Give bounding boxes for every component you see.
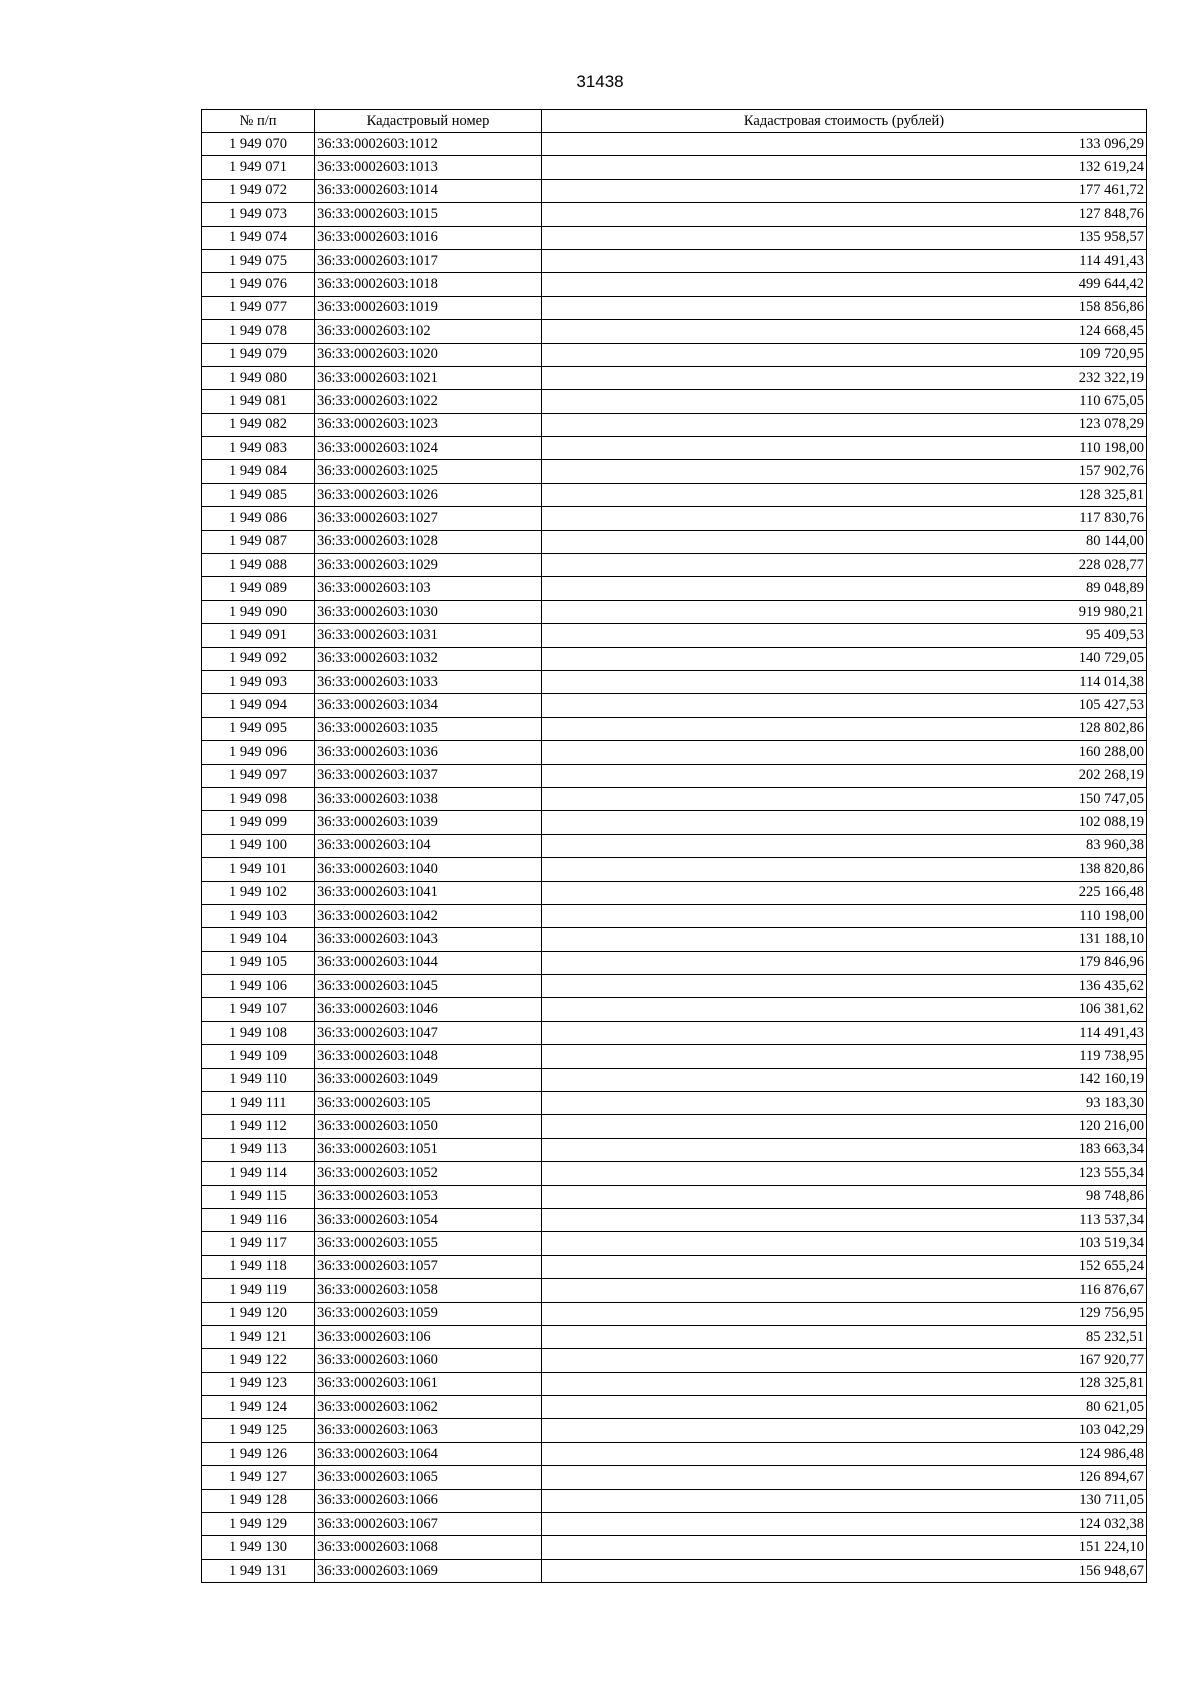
cadastral-number-cell: 36:33:0002603:1012: [315, 133, 542, 156]
row-number-cell: 1 949 107: [202, 998, 315, 1021]
cadastral-number-cell: 36:33:0002603:1054: [315, 1208, 542, 1231]
cadastral-value-cell: 117 830,76: [542, 507, 1147, 530]
row-number-cell: 1 949 087: [202, 530, 315, 553]
row-number-cell: 1 949 096: [202, 741, 315, 764]
cadastral-number-cell: 36:33:0002603:103: [315, 577, 542, 600]
row-number-cell: 1 949 095: [202, 717, 315, 740]
row-number-cell: 1 949 115: [202, 1185, 315, 1208]
cadastral-number-cell: 36:33:0002603:1065: [315, 1466, 542, 1489]
row-number-cell: 1 949 121: [202, 1325, 315, 1348]
row-number-cell: 1 949 117: [202, 1232, 315, 1255]
cadastral-number-cell: 36:33:0002603:106: [315, 1325, 542, 1348]
cadastral-value-cell: 89 048,89: [542, 577, 1147, 600]
header-cadastral-number: Кадастровый номер: [315, 110, 542, 133]
row-number-cell: 1 949 084: [202, 460, 315, 483]
cadastral-number-cell: 36:33:0002603:1048: [315, 1045, 542, 1068]
cadastral-number-cell: 36:33:0002603:1014: [315, 179, 542, 202]
table-row: [202, 343, 1147, 366]
row-number-cell: 1 949 113: [202, 1138, 315, 1161]
table-body: [202, 133, 1147, 1583]
row-number-cell: 1 949 130: [202, 1536, 315, 1559]
cadastral-number-cell: 36:33:0002603:1013: [315, 156, 542, 179]
table-row: [202, 951, 1147, 974]
row-number-cell: 1 949 081: [202, 390, 315, 413]
cadastral-number-cell: 36:33:0002603:1027: [315, 507, 542, 530]
cadastral-value-cell: 123 078,29: [542, 413, 1147, 436]
row-number-cell: 1 949 105: [202, 951, 315, 974]
table-row: [202, 1092, 1147, 1115]
row-number-cell: 1 949 100: [202, 834, 315, 857]
cadastral-value-cell: 114 491,43: [542, 249, 1147, 272]
cadastral-value-cell: 123 555,34: [542, 1162, 1147, 1185]
cadastral-number-cell: 36:33:0002603:1030: [315, 600, 542, 623]
cadastral-value-cell: 83 960,38: [542, 834, 1147, 857]
cadastral-value-cell: 80 144,00: [542, 530, 1147, 553]
cadastral-value-cell: 127 848,76: [542, 203, 1147, 226]
row-number-cell: 1 949 112: [202, 1115, 315, 1138]
cadastral-number-cell: 36:33:0002603:1051: [315, 1138, 542, 1161]
cadastral-number-cell: 36:33:0002603:1052: [315, 1162, 542, 1185]
row-number-cell: 1 949 116: [202, 1208, 315, 1231]
table-row: [202, 998, 1147, 1021]
table-row: [202, 156, 1147, 179]
cadastral-number-cell: 36:33:0002603:1046: [315, 998, 542, 1021]
cadastral-value-cell: 177 461,72: [542, 179, 1147, 202]
row-number-cell: 1 949 114: [202, 1162, 315, 1185]
table-row: [202, 741, 1147, 764]
row-number-cell: 1 949 126: [202, 1442, 315, 1465]
cadastral-number-cell: 36:33:0002603:1057: [315, 1255, 542, 1278]
row-number-cell: 1 949 074: [202, 226, 315, 249]
cadastral-number-cell: 36:33:0002603:1033: [315, 670, 542, 693]
cadastral-number-cell: 36:33:0002603:1042: [315, 904, 542, 927]
cadastral-value-cell: 128 325,81: [542, 483, 1147, 506]
cadastral-value-cell: 150 747,05: [542, 787, 1147, 810]
row-number-cell: 1 949 123: [202, 1372, 315, 1395]
cadastral-value-cell: 119 738,95: [542, 1045, 1147, 1068]
table-row: [202, 530, 1147, 553]
page-number: 31438: [576, 72, 624, 91]
row-number-cell: 1 949 080: [202, 366, 315, 389]
cadastral-value-cell: 85 232,51: [542, 1325, 1147, 1348]
cadastral-value-cell: 140 729,05: [542, 647, 1147, 670]
cadastral-number-cell: 36:33:0002603:1039: [315, 811, 542, 834]
cadastral-value-cell: 228 028,77: [542, 554, 1147, 577]
cadastral-value-cell: 225 166,48: [542, 881, 1147, 904]
cadastral-number-cell: 36:33:0002603:1068: [315, 1536, 542, 1559]
cadastral-number-cell: 36:33:0002603:1049: [315, 1068, 542, 1091]
table-row: [202, 554, 1147, 577]
table-row: [202, 1232, 1147, 1255]
cadastral-value-cell: 103 042,29: [542, 1419, 1147, 1442]
row-number-cell: 1 949 108: [202, 1021, 315, 1044]
table-row: [202, 577, 1147, 600]
table-row: [202, 507, 1147, 530]
table-row: [202, 1349, 1147, 1372]
table-row: [202, 273, 1147, 296]
row-number-cell: 1 949 090: [202, 600, 315, 623]
cadastral-number-cell: 36:33:0002603:1022: [315, 390, 542, 413]
cadastral-value-cell: 152 655,24: [542, 1255, 1147, 1278]
cadastral-number-cell: 36:33:0002603:1032: [315, 647, 542, 670]
cadastral-value-cell: 167 920,77: [542, 1349, 1147, 1372]
row-number-cell: 1 949 070: [202, 133, 315, 156]
cadastral-number-cell: 36:33:0002603:1055: [315, 1232, 542, 1255]
row-number-cell: 1 949 089: [202, 577, 315, 600]
cadastral-value-cell: 132 619,24: [542, 156, 1147, 179]
row-number-cell: 1 949 118: [202, 1255, 315, 1278]
cadastral-value-cell: 124 986,48: [542, 1442, 1147, 1465]
table-row: [202, 975, 1147, 998]
table-row: [202, 296, 1147, 319]
cadastral-value-cell: 129 756,95: [542, 1302, 1147, 1325]
cadastral-value-cell: 126 894,67: [542, 1466, 1147, 1489]
table-row: [202, 179, 1147, 202]
table-row: [202, 437, 1147, 460]
table-row: [202, 1045, 1147, 1068]
row-number-cell: 1 949 086: [202, 507, 315, 530]
table-header: [202, 110, 1147, 133]
cadastral-value-cell: 124 668,45: [542, 320, 1147, 343]
cadastral-value-cell: 202 268,19: [542, 764, 1147, 787]
table-row: [202, 483, 1147, 506]
table-row: [202, 249, 1147, 272]
cadastral-number-cell: 36:33:0002603:1015: [315, 203, 542, 226]
row-number-cell: 1 949 078: [202, 320, 315, 343]
cadastral-number-cell: 36:33:0002603:1061: [315, 1372, 542, 1395]
row-number-cell: 1 949 103: [202, 904, 315, 927]
cadastral-value-cell: 114 491,43: [542, 1021, 1147, 1044]
row-number-cell: 1 949 104: [202, 928, 315, 951]
table-row: [202, 1442, 1147, 1465]
table-row: [202, 787, 1147, 810]
cadastral-number-cell: 36:33:0002603:1045: [315, 975, 542, 998]
cadastral-number-cell: 36:33:0002603:1031: [315, 624, 542, 647]
cadastral-value-cell: 114 014,38: [542, 670, 1147, 693]
cadastral-value-cell: 151 224,10: [542, 1536, 1147, 1559]
table-row: [202, 203, 1147, 226]
cadastral-value-cell: 160 288,00: [542, 741, 1147, 764]
row-number-cell: 1 949 131: [202, 1559, 315, 1582]
table-row: [202, 624, 1147, 647]
row-number-cell: 1 949 122: [202, 1349, 315, 1372]
cadastral-value-cell: 116 876,67: [542, 1279, 1147, 1302]
cadastral-number-cell: 36:33:0002603:1041: [315, 881, 542, 904]
cadastral-value-cell: 136 435,62: [542, 975, 1147, 998]
row-number-cell: 1 949 120: [202, 1302, 315, 1325]
cadastral-value-cell: 142 160,19: [542, 1068, 1147, 1091]
row-number-cell: 1 949 111: [202, 1092, 315, 1115]
table-row: [202, 1489, 1147, 1512]
cadastral-value-cell: 95 409,53: [542, 624, 1147, 647]
cadastral-value-cell: 98 748,86: [542, 1185, 1147, 1208]
table-row: [202, 811, 1147, 834]
cadastral-number-cell: 36:33:0002603:1017: [315, 249, 542, 272]
cadastral-number-cell: 36:33:0002603:1058: [315, 1279, 542, 1302]
cadastral-value-cell: 232 322,19: [542, 366, 1147, 389]
table-row: [202, 694, 1147, 717]
table-row: [202, 1419, 1147, 1442]
cadastral-number-cell: 36:33:0002603:105: [315, 1092, 542, 1115]
header-row-number: № п/п: [202, 110, 315, 133]
cadastral-value-cell: 130 711,05: [542, 1489, 1147, 1512]
row-number-cell: 1 949 098: [202, 787, 315, 810]
cadastral-number-cell: 36:33:0002603:1028: [315, 530, 542, 553]
cadastral-number-cell: 36:33:0002603:1037: [315, 764, 542, 787]
row-number-cell: 1 949 094: [202, 694, 315, 717]
cadastral-value-cell: 919 980,21: [542, 600, 1147, 623]
table-row: [202, 1208, 1147, 1231]
cadastral-value-cell: 133 096,29: [542, 133, 1147, 156]
table-row: [202, 764, 1147, 787]
row-number-cell: 1 949 085: [202, 483, 315, 506]
row-number-cell: 1 949 127: [202, 1466, 315, 1489]
row-number-cell: 1 949 072: [202, 179, 315, 202]
table-row: [202, 1138, 1147, 1161]
cadastral-value-cell: 183 663,34: [542, 1138, 1147, 1161]
row-number-cell: 1 949 119: [202, 1279, 315, 1302]
cadastral-number-cell: 36:33:0002603:1069: [315, 1559, 542, 1582]
cadastral-number-cell: 36:33:0002603:104: [315, 834, 542, 857]
table-row: [202, 1396, 1147, 1419]
cadastral-number-cell: 36:33:0002603:1020: [315, 343, 542, 366]
cadastral-number-cell: 36:33:0002603:1034: [315, 694, 542, 717]
cadastral-value-cell: 138 820,86: [542, 858, 1147, 881]
cadastral-number-cell: 36:33:0002603:1043: [315, 928, 542, 951]
cadastral-number-cell: 36:33:0002603:1067: [315, 1513, 542, 1536]
table-row: [202, 1279, 1147, 1302]
table-row: [202, 366, 1147, 389]
cadastral-number-cell: 36:33:0002603:1044: [315, 951, 542, 974]
cadastral-value-table: [201, 109, 1147, 1583]
cadastral-value-cell: 109 720,95: [542, 343, 1147, 366]
header-cadastral-value: Кадастровая стоимость (рублей): [542, 110, 1147, 133]
cadastral-value-cell: 156 948,67: [542, 1559, 1147, 1582]
table-row: [202, 881, 1147, 904]
row-number-cell: 1 949 097: [202, 764, 315, 787]
row-number-cell: 1 949 075: [202, 249, 315, 272]
cadastral-value-cell: 106 381,62: [542, 998, 1147, 1021]
cadastral-number-cell: 36:33:0002603:1060: [315, 1349, 542, 1372]
table-row: [202, 413, 1147, 436]
row-number-cell: 1 949 093: [202, 670, 315, 693]
table-row: [202, 1115, 1147, 1138]
cadastral-number-cell: 36:33:0002603:1040: [315, 858, 542, 881]
cadastral-number-cell: 36:33:0002603:1016: [315, 226, 542, 249]
cadastral-number-cell: 36:33:0002603:1025: [315, 460, 542, 483]
row-number-cell: 1 949 110: [202, 1068, 315, 1091]
table-row: [202, 834, 1147, 857]
cadastral-value-cell: 179 846,96: [542, 951, 1147, 974]
table-row: [202, 226, 1147, 249]
row-number-cell: 1 949 071: [202, 156, 315, 179]
cadastral-value-cell: 103 519,34: [542, 1232, 1147, 1255]
table-row: [202, 647, 1147, 670]
table-row: [202, 1162, 1147, 1185]
row-number-cell: 1 949 101: [202, 858, 315, 881]
cadastral-value-cell: 158 856,86: [542, 296, 1147, 319]
cadastral-value-cell: 80 621,05: [542, 1396, 1147, 1419]
cadastral-value-cell: 110 675,05: [542, 390, 1147, 413]
table-row: [202, 133, 1147, 156]
table-row: [202, 460, 1147, 483]
table-row: [202, 390, 1147, 413]
cadastral-value-cell: 124 032,38: [542, 1513, 1147, 1536]
row-number-cell: 1 949 099: [202, 811, 315, 834]
row-number-cell: 1 949 073: [202, 203, 315, 226]
table-row: [202, 1185, 1147, 1208]
cadastral-number-cell: 36:33:0002603:1066: [315, 1489, 542, 1512]
cadastral-number-cell: 36:33:0002603:1023: [315, 413, 542, 436]
row-number-cell: 1 949 079: [202, 343, 315, 366]
cadastral-value-cell: 113 537,34: [542, 1208, 1147, 1231]
table-row: [202, 1513, 1147, 1536]
row-number-cell: 1 949 128: [202, 1489, 315, 1512]
row-number-cell: 1 949 083: [202, 437, 315, 460]
cadastral-value-cell: 128 325,81: [542, 1372, 1147, 1395]
cadastral-number-cell: 36:33:0002603:1059: [315, 1302, 542, 1325]
row-number-cell: 1 949 129: [202, 1513, 315, 1536]
table-row: [202, 1255, 1147, 1278]
cadastral-number-cell: 36:33:0002603:102: [315, 320, 542, 343]
row-number-cell: 1 949 091: [202, 624, 315, 647]
table-row: [202, 1536, 1147, 1559]
cadastral-number-cell: 36:33:0002603:1035: [315, 717, 542, 740]
row-number-cell: 1 949 102: [202, 881, 315, 904]
row-number-cell: 1 949 109: [202, 1045, 315, 1068]
cadastral-number-cell: 36:33:0002603:1050: [315, 1115, 542, 1138]
table-row: [202, 600, 1147, 623]
cadastral-number-cell: 36:33:0002603:1036: [315, 741, 542, 764]
cadastral-number-cell: 36:33:0002603:1062: [315, 1396, 542, 1419]
cadastral-number-cell: 36:33:0002603:1018: [315, 273, 542, 296]
table-row: [202, 1068, 1147, 1091]
table-row: [202, 928, 1147, 951]
cadastral-value-cell: 120 216,00: [542, 1115, 1147, 1138]
cadastral-number-cell: 36:33:0002603:1021: [315, 366, 542, 389]
table-row: [202, 1466, 1147, 1489]
table-row: [202, 320, 1147, 343]
cadastral-number-cell: 36:33:0002603:1026: [315, 483, 542, 506]
cadastral-number-cell: 36:33:0002603:1024: [315, 437, 542, 460]
row-number-cell: 1 949 077: [202, 296, 315, 319]
cadastral-value-cell: 102 088,19: [542, 811, 1147, 834]
table-row: [202, 1021, 1147, 1044]
header-row: [202, 110, 1147, 133]
row-number-cell: 1 949 106: [202, 975, 315, 998]
row-number-cell: 1 949 088: [202, 554, 315, 577]
cadastral-value-cell: 135 958,57: [542, 226, 1147, 249]
table-row: [202, 1372, 1147, 1395]
cadastral-value-cell: 131 188,10: [542, 928, 1147, 951]
cadastral-number-cell: 36:33:0002603:1053: [315, 1185, 542, 1208]
table-row: [202, 1302, 1147, 1325]
cadastral-value-cell: 128 802,86: [542, 717, 1147, 740]
cadastral-number-cell: 36:33:0002603:1029: [315, 554, 542, 577]
table-row: [202, 904, 1147, 927]
table-row: [202, 858, 1147, 881]
cadastral-value-cell: 499 644,42: [542, 273, 1147, 296]
row-number-cell: 1 949 076: [202, 273, 315, 296]
table-row: [202, 1559, 1147, 1582]
cadastral-value-cell: 93 183,30: [542, 1092, 1147, 1115]
cadastral-value-cell: 110 198,00: [542, 904, 1147, 927]
cadastral-number-cell: 36:33:0002603:1019: [315, 296, 542, 319]
table-row: [202, 1325, 1147, 1348]
cadastral-number-cell: 36:33:0002603:1063: [315, 1419, 542, 1442]
cadastral-number-cell: 36:33:0002603:1064: [315, 1442, 542, 1465]
cadastral-number-cell: 36:33:0002603:1038: [315, 787, 542, 810]
row-number-cell: 1 949 124: [202, 1396, 315, 1419]
row-number-cell: 1 949 082: [202, 413, 315, 436]
cadastral-value-cell: 110 198,00: [542, 437, 1147, 460]
table-row: [202, 670, 1147, 693]
cadastral-value-cell: 157 902,76: [542, 460, 1147, 483]
cadastral-number-cell: 36:33:0002603:1047: [315, 1021, 542, 1044]
cadastral-value-cell: 105 427,53: [542, 694, 1147, 717]
table-row: [202, 717, 1147, 740]
row-number-cell: 1 949 092: [202, 647, 315, 670]
row-number-cell: 1 949 125: [202, 1419, 315, 1442]
